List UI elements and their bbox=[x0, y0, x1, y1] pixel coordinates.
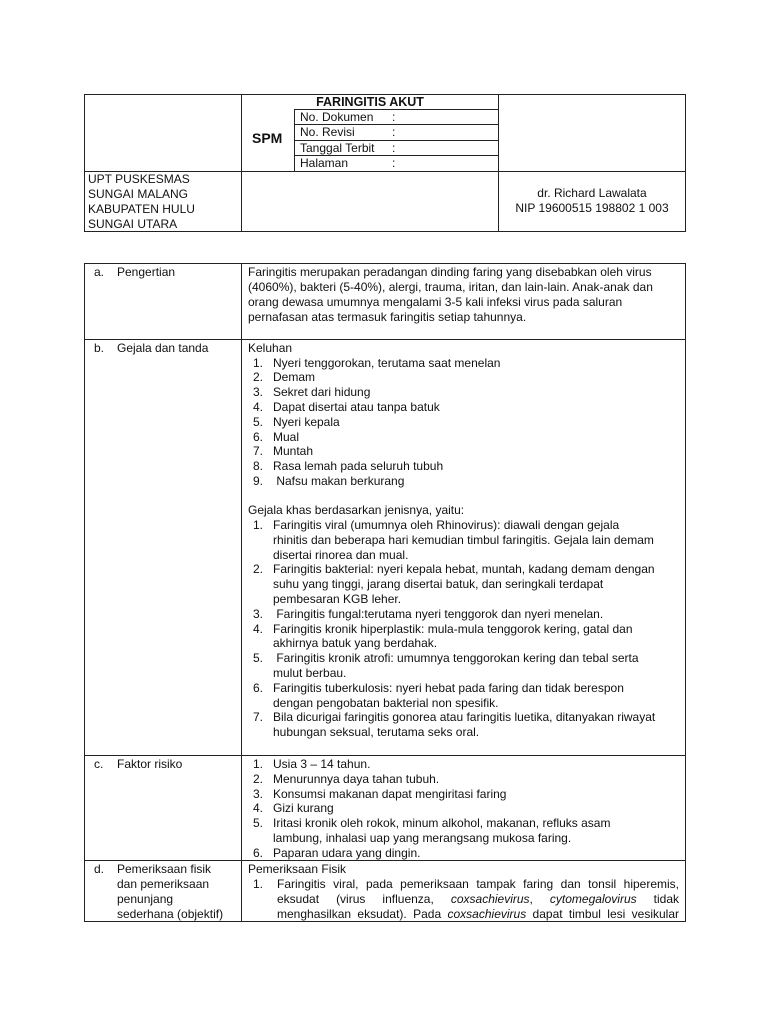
field-tanggal-terbit: Tanggal Terbit bbox=[300, 141, 375, 155]
field-colon: : bbox=[392, 110, 396, 124]
list-item: 4. Dapat disertai atau tanpa batuk bbox=[253, 399, 440, 414]
field-halaman: Halaman bbox=[300, 156, 349, 170]
keluhan-list bbox=[243, 356, 683, 489]
list-item: 8. Rasa lemah pada seluruh tubuh bbox=[253, 459, 444, 474]
faktor-risiko-list bbox=[243, 757, 683, 861]
list-item: 3. Sekret dari hidung bbox=[253, 385, 371, 400]
section-label-line: sederhana (objektif) bbox=[117, 907, 224, 921]
keluhan-title: Keluhan bbox=[248, 341, 293, 355]
pemeriksaan-line: menghasilkan eksudat). Pada coxsachievirus dapat timbul lesi vesikular bbox=[277, 907, 680, 921]
list-item: 5. Iritasi kronik oleh rokok, minum alkohol, makanan, refluks asam lambung, inhalasi uap yang merangsang mukosa faring. bbox=[253, 816, 611, 845]
spm-label: SPM bbox=[252, 130, 283, 146]
document-title: FARINGITIS AKUT bbox=[316, 95, 424, 109]
pengertian-line: Faringitis merupakan peradangan dinding faring yang disebabkan oleh virus bbox=[248, 265, 652, 279]
list-item: 1. Usia 3 – 14 tahun. bbox=[253, 757, 371, 771]
list-item: 3. Konsumsi makanan dapat mengiritasi faring bbox=[253, 786, 507, 801]
list-item: 7. Bila dicurigai faringitis gonorea atau faringitis luetika, ditanyakan riwayat hubungan seksual, terutama seks oral. bbox=[253, 710, 656, 740]
section-label-line: Pemeriksaan fisik bbox=[117, 862, 212, 876]
pemeriksaan-line: eksudat (virus influenza, coxsachievirus, cytomegalovirus tidak bbox=[277, 892, 680, 906]
org-line: SUNGAI UTARA bbox=[88, 217, 178, 231]
list-item: 2. Faringitis bakterial: nyeri kepala hebat, muntah, kadang demam dengan suhu yang tinggi, jarang disertai batuk, dan seringkali terdapat pembesaran KGB leher. bbox=[253, 562, 655, 606]
field-colon: : bbox=[392, 141, 396, 155]
list-item: 7. Muntah bbox=[253, 444, 314, 459]
pengertian-line: (4060%), bakteri (5-40%), alergi, trauma, iritan, dan lain-lain. Anak-anak dan bbox=[248, 280, 653, 294]
list-item: 5. Faringitis kronik atrofi: umumnya tenggorokan kering dan tebal serta mulut berbau. bbox=[253, 651, 639, 680]
list-item: 1. Faringitis viral (umumnya oleh Rhinovirus): diawali dengan gejala rhinitis dan beberapa hari kemudian timbul faringitis. Gejala lain demam disertai rinorea dan mual. bbox=[253, 518, 654, 562]
list-item: 3. Faringitis fungal:terutama nyeri tenggorok dan nyeri menelan. bbox=[253, 606, 604, 621]
section-label-faktor-risiko: Faktor risiko bbox=[117, 757, 183, 771]
list-item: 1. Nyeri tenggorokan, terutama saat menelan bbox=[253, 355, 501, 370]
field-colon: : bbox=[392, 125, 396, 139]
list-item: 9. Nafsu makan berkurang bbox=[253, 473, 405, 488]
signer-nip: NIP 19600515 198802 1 003 bbox=[515, 201, 669, 215]
section-letter-d: d. bbox=[94, 862, 105, 876]
section-letter-b: b. bbox=[94, 341, 105, 355]
field-no-revisi: No. Revisi bbox=[300, 125, 355, 139]
list-item: 6. Faringitis tuberkulosis: nyeri hebat pada faring dan tidak berespon dengan pengobatan bakterial non spesifik. bbox=[253, 680, 624, 710]
section-label-pengertian: Pengertian bbox=[117, 265, 176, 279]
list-item: 4. Faringitis kronik hiperplastik: mula-mula tenggorok kering, gatal dan akhirnya batuk yang berdahak. bbox=[253, 621, 633, 651]
section-letter-a: a. bbox=[94, 265, 105, 279]
gejala-khas-list bbox=[243, 518, 683, 740]
pengertian-line: pernafasan atas termasuk faringitis setiap tahunnya. bbox=[248, 310, 527, 324]
section-label-gejala: Gejala dan tanda bbox=[117, 341, 209, 355]
field-no-dokumen: No. Dokumen bbox=[300, 110, 374, 124]
section-letter-c: c. bbox=[94, 757, 104, 771]
section-label-line: penunjang bbox=[117, 892, 174, 906]
list-item: 4. Gizi kurang bbox=[253, 801, 334, 816]
gejala-khas-title: Gejala khas berdasarkan jenisnya, yaitu: bbox=[248, 503, 465, 517]
org-line: KABUPATEN HULU bbox=[88, 202, 195, 216]
list-item: 6. Mual bbox=[253, 429, 300, 444]
org-line: SUNGAI MALANG bbox=[88, 187, 189, 201]
pemeriksaan-fisik-title: Pemeriksaan Fisik bbox=[248, 862, 347, 876]
section-label-line: dan pemeriksaan bbox=[117, 877, 210, 891]
pemeriksaan-line: Faringitis viral, pada pemeriksaan tampak faring dan tonsil hiperemis, bbox=[277, 877, 679, 891]
list-item: 6. Paparan udara yang dingin. bbox=[253, 845, 421, 860]
list-item: 2. Menurunnya daya tahan tubuh. bbox=[253, 771, 440, 786]
signer-name: dr. Richard Lawalata bbox=[537, 186, 647, 200]
pengertian-line: orang dewasa umumnya mengalami 3-5 kali infeksi virus pada saluran bbox=[248, 295, 623, 309]
org-line: UPT PUSKESMAS bbox=[88, 172, 190, 186]
list-number: 1. bbox=[253, 877, 264, 891]
field-colon: : bbox=[392, 156, 396, 170]
list-item: 2. Demam bbox=[253, 370, 316, 385]
list-item: 5. Nyeri kepala bbox=[253, 414, 340, 429]
